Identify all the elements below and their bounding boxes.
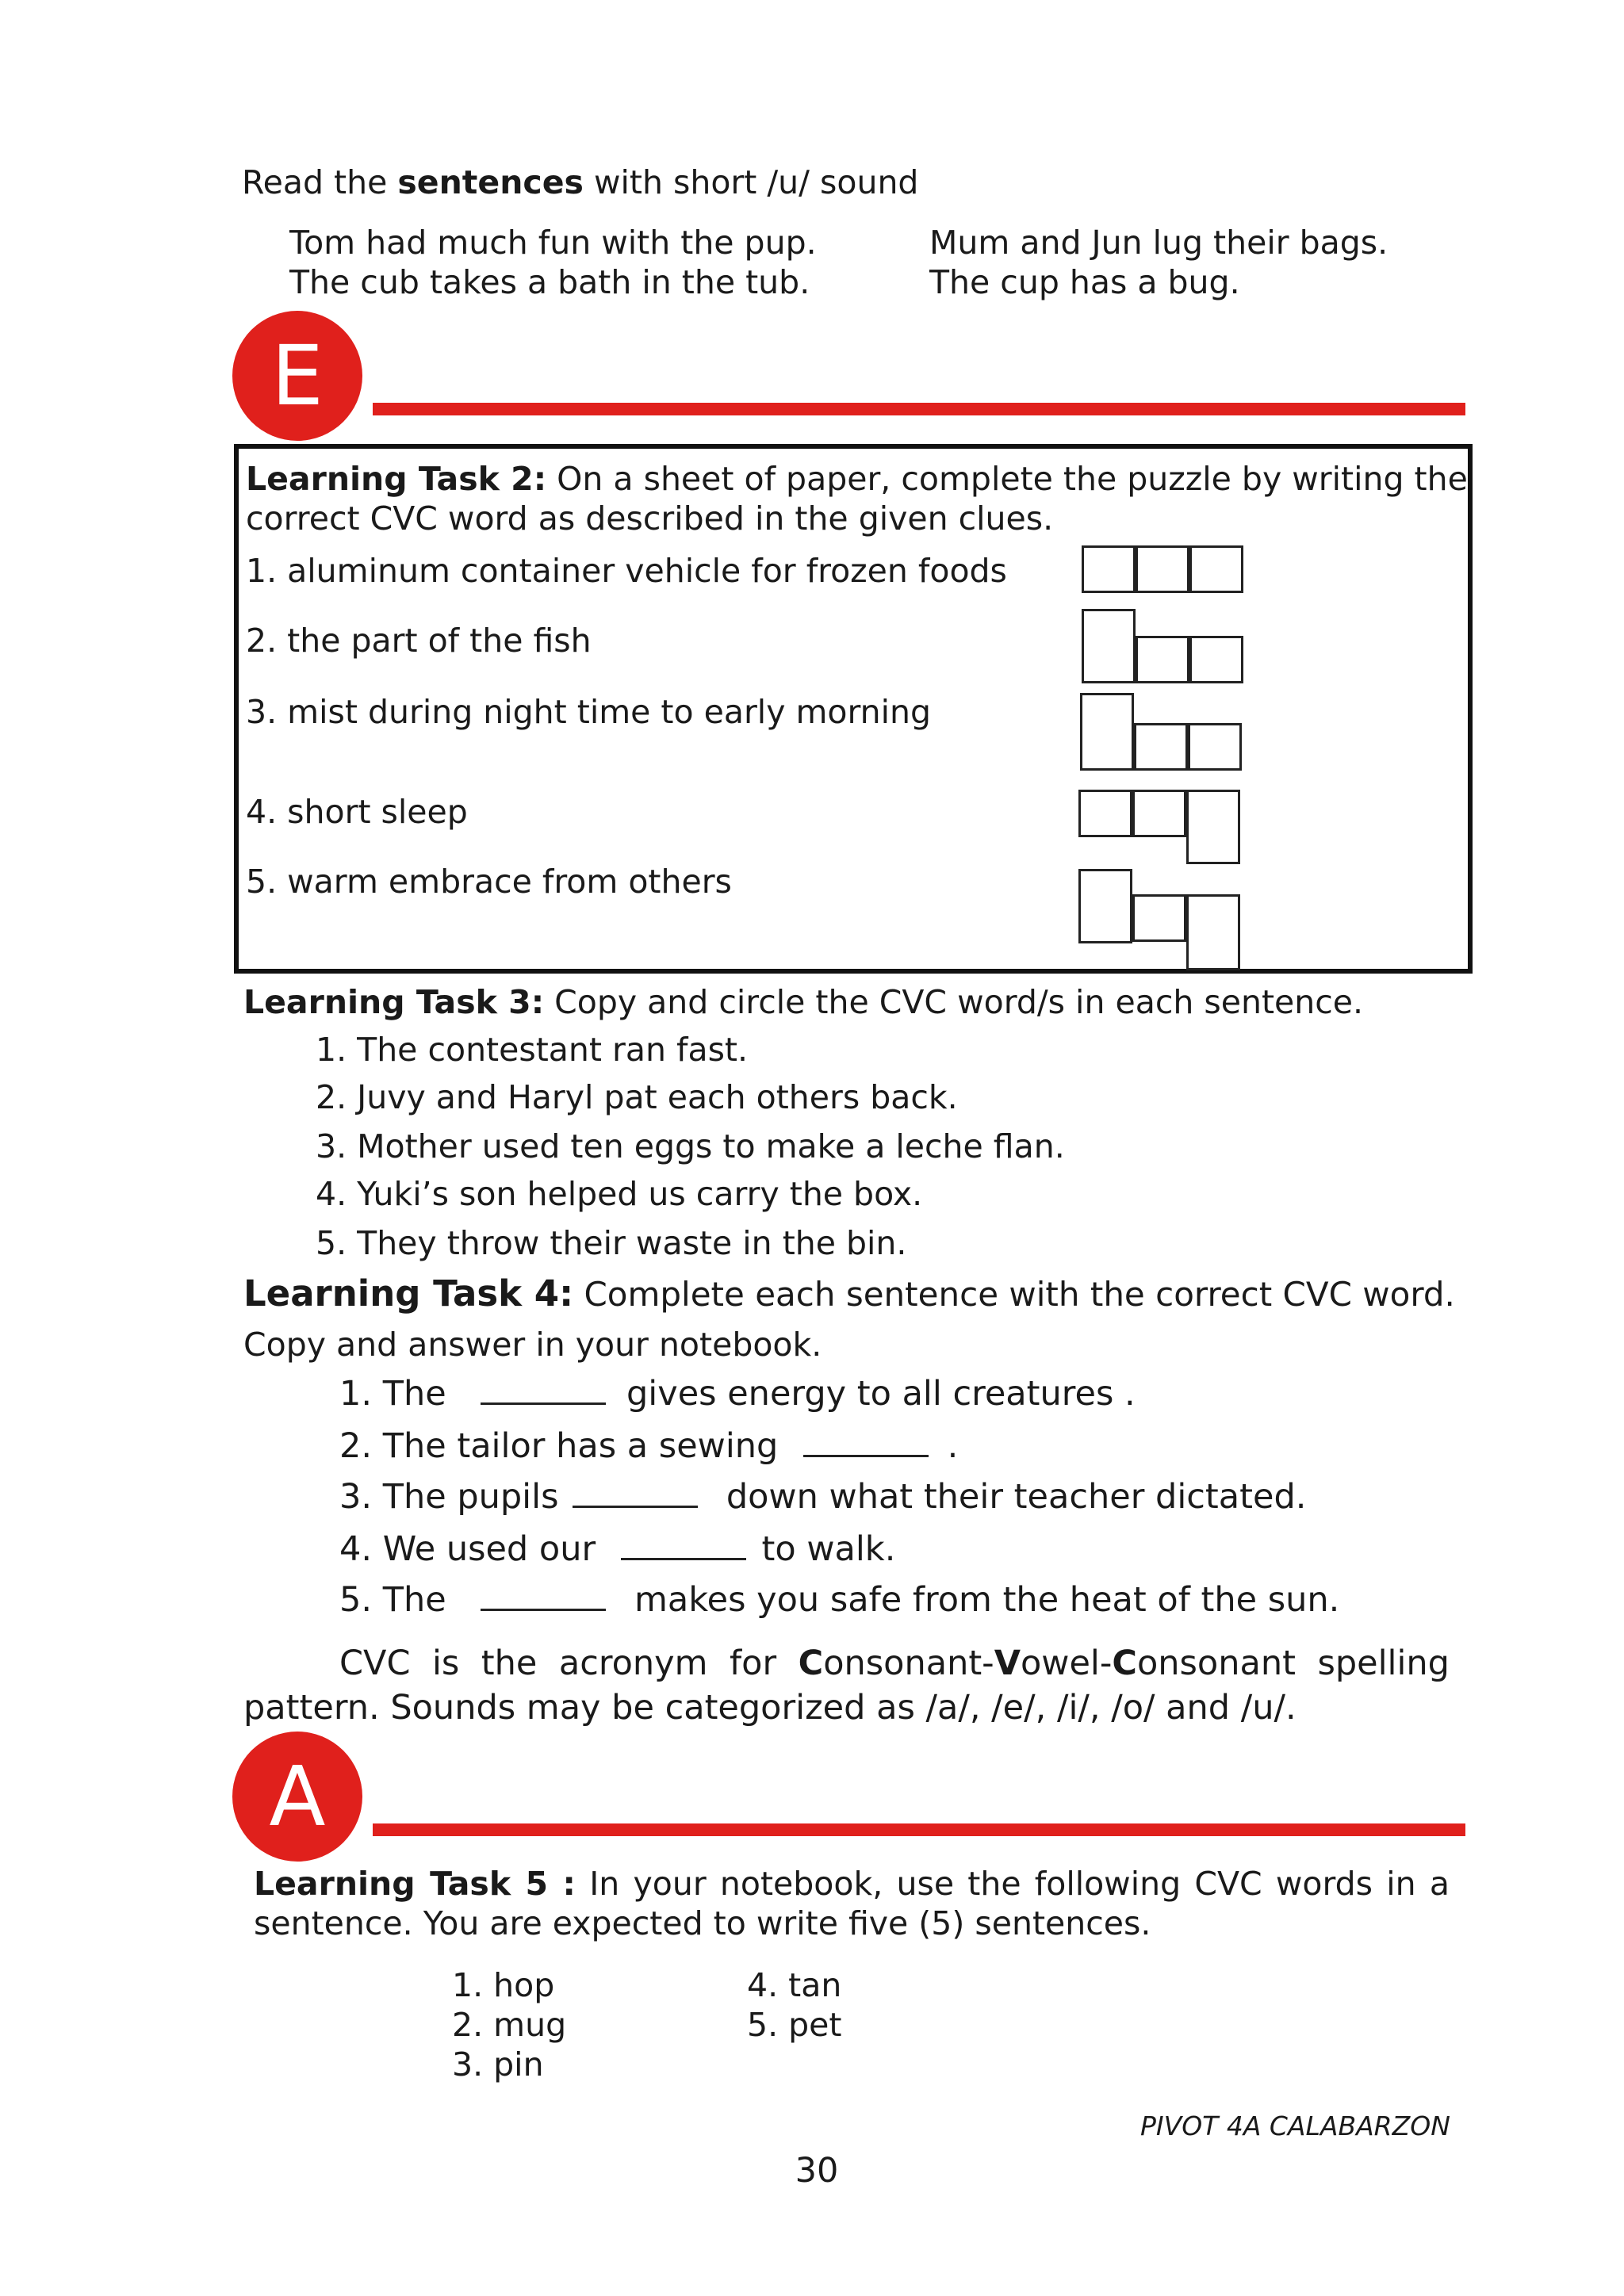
task4-item-3-after: down what their teacher dictated. (726, 1477, 1307, 1517)
cvc-note-part: CVC is the acronym for (339, 1644, 799, 1683)
puzzle-cell (1136, 636, 1189, 683)
task3-item-4: 4. Yuki’s son helped us carry the box. (316, 1175, 923, 1213)
task5-word-4: 4. tan (747, 1966, 842, 2004)
puzzle-cell (1134, 723, 1188, 771)
intro-emphasis: sentences (397, 163, 584, 201)
task2-clue-2: 2. the part of the fish (246, 622, 592, 660)
task2-clue-4: 4. short sleep (246, 793, 468, 831)
task4-intro-line1 (243, 1272, 1455, 1315)
task2-clue-1: 1. aluminum container vehicle for frozen foods (246, 552, 1007, 590)
answer-blank (573, 1475, 698, 1508)
intro-suffix: with short /u/ sound (593, 163, 919, 201)
task5-text-line2: sentence. You are expected to write five (5) sentences. (254, 1904, 1151, 1942)
task5-word-3: 3. pin (452, 2045, 544, 2084)
task4-item-1-after: gives energy to all creatures . (626, 1374, 1136, 1414)
u-sentence-right-1: Mum and Jun lug their bags. (929, 224, 1388, 262)
cvc-note-line2: pattern. Sounds may be categorized as /a/, /e/, /i/, /o/ and /u/. (243, 1688, 1297, 1728)
puzzle-cell (1186, 790, 1240, 864)
task2-clue-3: 3. mist during night time to early morning (246, 693, 932, 731)
puzzle-cell (1188, 723, 1242, 771)
task4-item-2 (339, 1424, 958, 1468)
puzzle-cell (1082, 609, 1136, 683)
cvc-note-part: onsonant spelling (1136, 1644, 1450, 1683)
section-a-divider (373, 1823, 1465, 1836)
task5-word-1: 1. hop (452, 1966, 555, 2004)
cvc-note-letter: C (798, 1644, 824, 1683)
task5-word-5: 5. pet (747, 2006, 842, 2044)
answer-blank (481, 1372, 606, 1405)
task3-item-1: 1. The contestant ran fast. (316, 1031, 749, 1069)
task3-label: Learning Task 3: (243, 983, 545, 1021)
puzzle-cell (1080, 693, 1134, 771)
task4-item-4 (339, 1527, 895, 1571)
task2-clue-5: 5. warm embrace from others (246, 863, 732, 901)
footer-brand: PIVOT 4A CALABARZON (1140, 2110, 1450, 2141)
task5-word-2: 2. mug (452, 2006, 567, 2044)
task3-intro (243, 982, 1363, 1023)
puzzle-cell (1136, 545, 1189, 593)
task4-label: Learning Task 4: (243, 1272, 574, 1314)
task4-text-line2: Copy and answer in your notebook. (243, 1326, 822, 1364)
task4-item-2-before: 2. The tailor has a sewing (339, 1426, 779, 1466)
intro-prefix: Read the (242, 163, 388, 201)
task4-item-3-before: 3. The pupils (339, 1477, 559, 1517)
section-e-badge: E (232, 311, 362, 441)
u-sentence-right-2: The cup has a bug. (929, 263, 1240, 301)
task2-intro-line1 (246, 458, 1468, 499)
task3-item-2: 2. Juvy and Haryl pat each others back. (316, 1078, 958, 1116)
page-number: 30 (795, 2151, 839, 2191)
section-e-divider (373, 403, 1465, 415)
cvc-note-line1 (339, 1641, 1450, 1686)
intro-line (242, 162, 918, 203)
cvc-note-letter: C (1112, 1644, 1137, 1683)
task3-text: Copy and circle the CVC word/s in each sentence. (554, 983, 1364, 1021)
task4-item-5 (339, 1578, 1339, 1622)
answer-blank (481, 1578, 606, 1611)
task5-intro-line1 (254, 1863, 1450, 1904)
task4-item-3 (339, 1475, 1306, 1519)
puzzle-cell (1132, 790, 1186, 837)
puzzle-cell (1078, 790, 1132, 837)
task5-text-line1: In your notebook, use the following CVC words in a (589, 1865, 1450, 1903)
puzzle-cell (1186, 894, 1240, 970)
task4-item-5-after: makes you safe from the heat of the sun. (634, 1580, 1340, 1620)
u-sentence-left-1: Tom had much fun with the pup. (289, 224, 817, 262)
puzzle-cell (1078, 869, 1132, 943)
puzzle-cell (1189, 545, 1243, 593)
puzzle-cell (1132, 894, 1186, 942)
cvc-note-letter: V (994, 1644, 1021, 1683)
task4-item-5-before: 5. The (339, 1580, 446, 1620)
puzzle-cell (1189, 636, 1243, 683)
task2-label: Learning Task 2: (246, 460, 547, 498)
task2-text-line1: On a sheet of paper, complete the puzzle by writing the (557, 460, 1468, 498)
task4-text-line1: Complete each sentence with the correct CVC word. (584, 1275, 1455, 1314)
cvc-note-part: owel- (1020, 1644, 1113, 1683)
task2-text-line2: correct CVC word as described in the given clues. (246, 499, 1054, 538)
task3-item-5: 5. They throw their waste in the bin. (316, 1224, 907, 1262)
task4-item-2-after: . (947, 1426, 959, 1466)
task4-item-4-after: to walk. (761, 1529, 896, 1569)
u-sentence-left-2: The cub takes a bath in the tub. (289, 263, 810, 301)
task4-item-4-before: 4. We used our (339, 1529, 596, 1569)
cvc-note-part: onsonant- (823, 1644, 994, 1683)
task4-item-1-before: 1. The (339, 1374, 446, 1414)
answer-blank (621, 1528, 746, 1560)
answer-blank (803, 1425, 929, 1457)
task3-item-3: 3. Mother used ten eggs to make a leche flan. (316, 1127, 1065, 1165)
task5-label: Learning Task 5 : (254, 1865, 576, 1903)
puzzle-cell (1082, 545, 1136, 593)
task4-item-1 (339, 1372, 1136, 1416)
section-a-badge: A (232, 1732, 362, 1862)
